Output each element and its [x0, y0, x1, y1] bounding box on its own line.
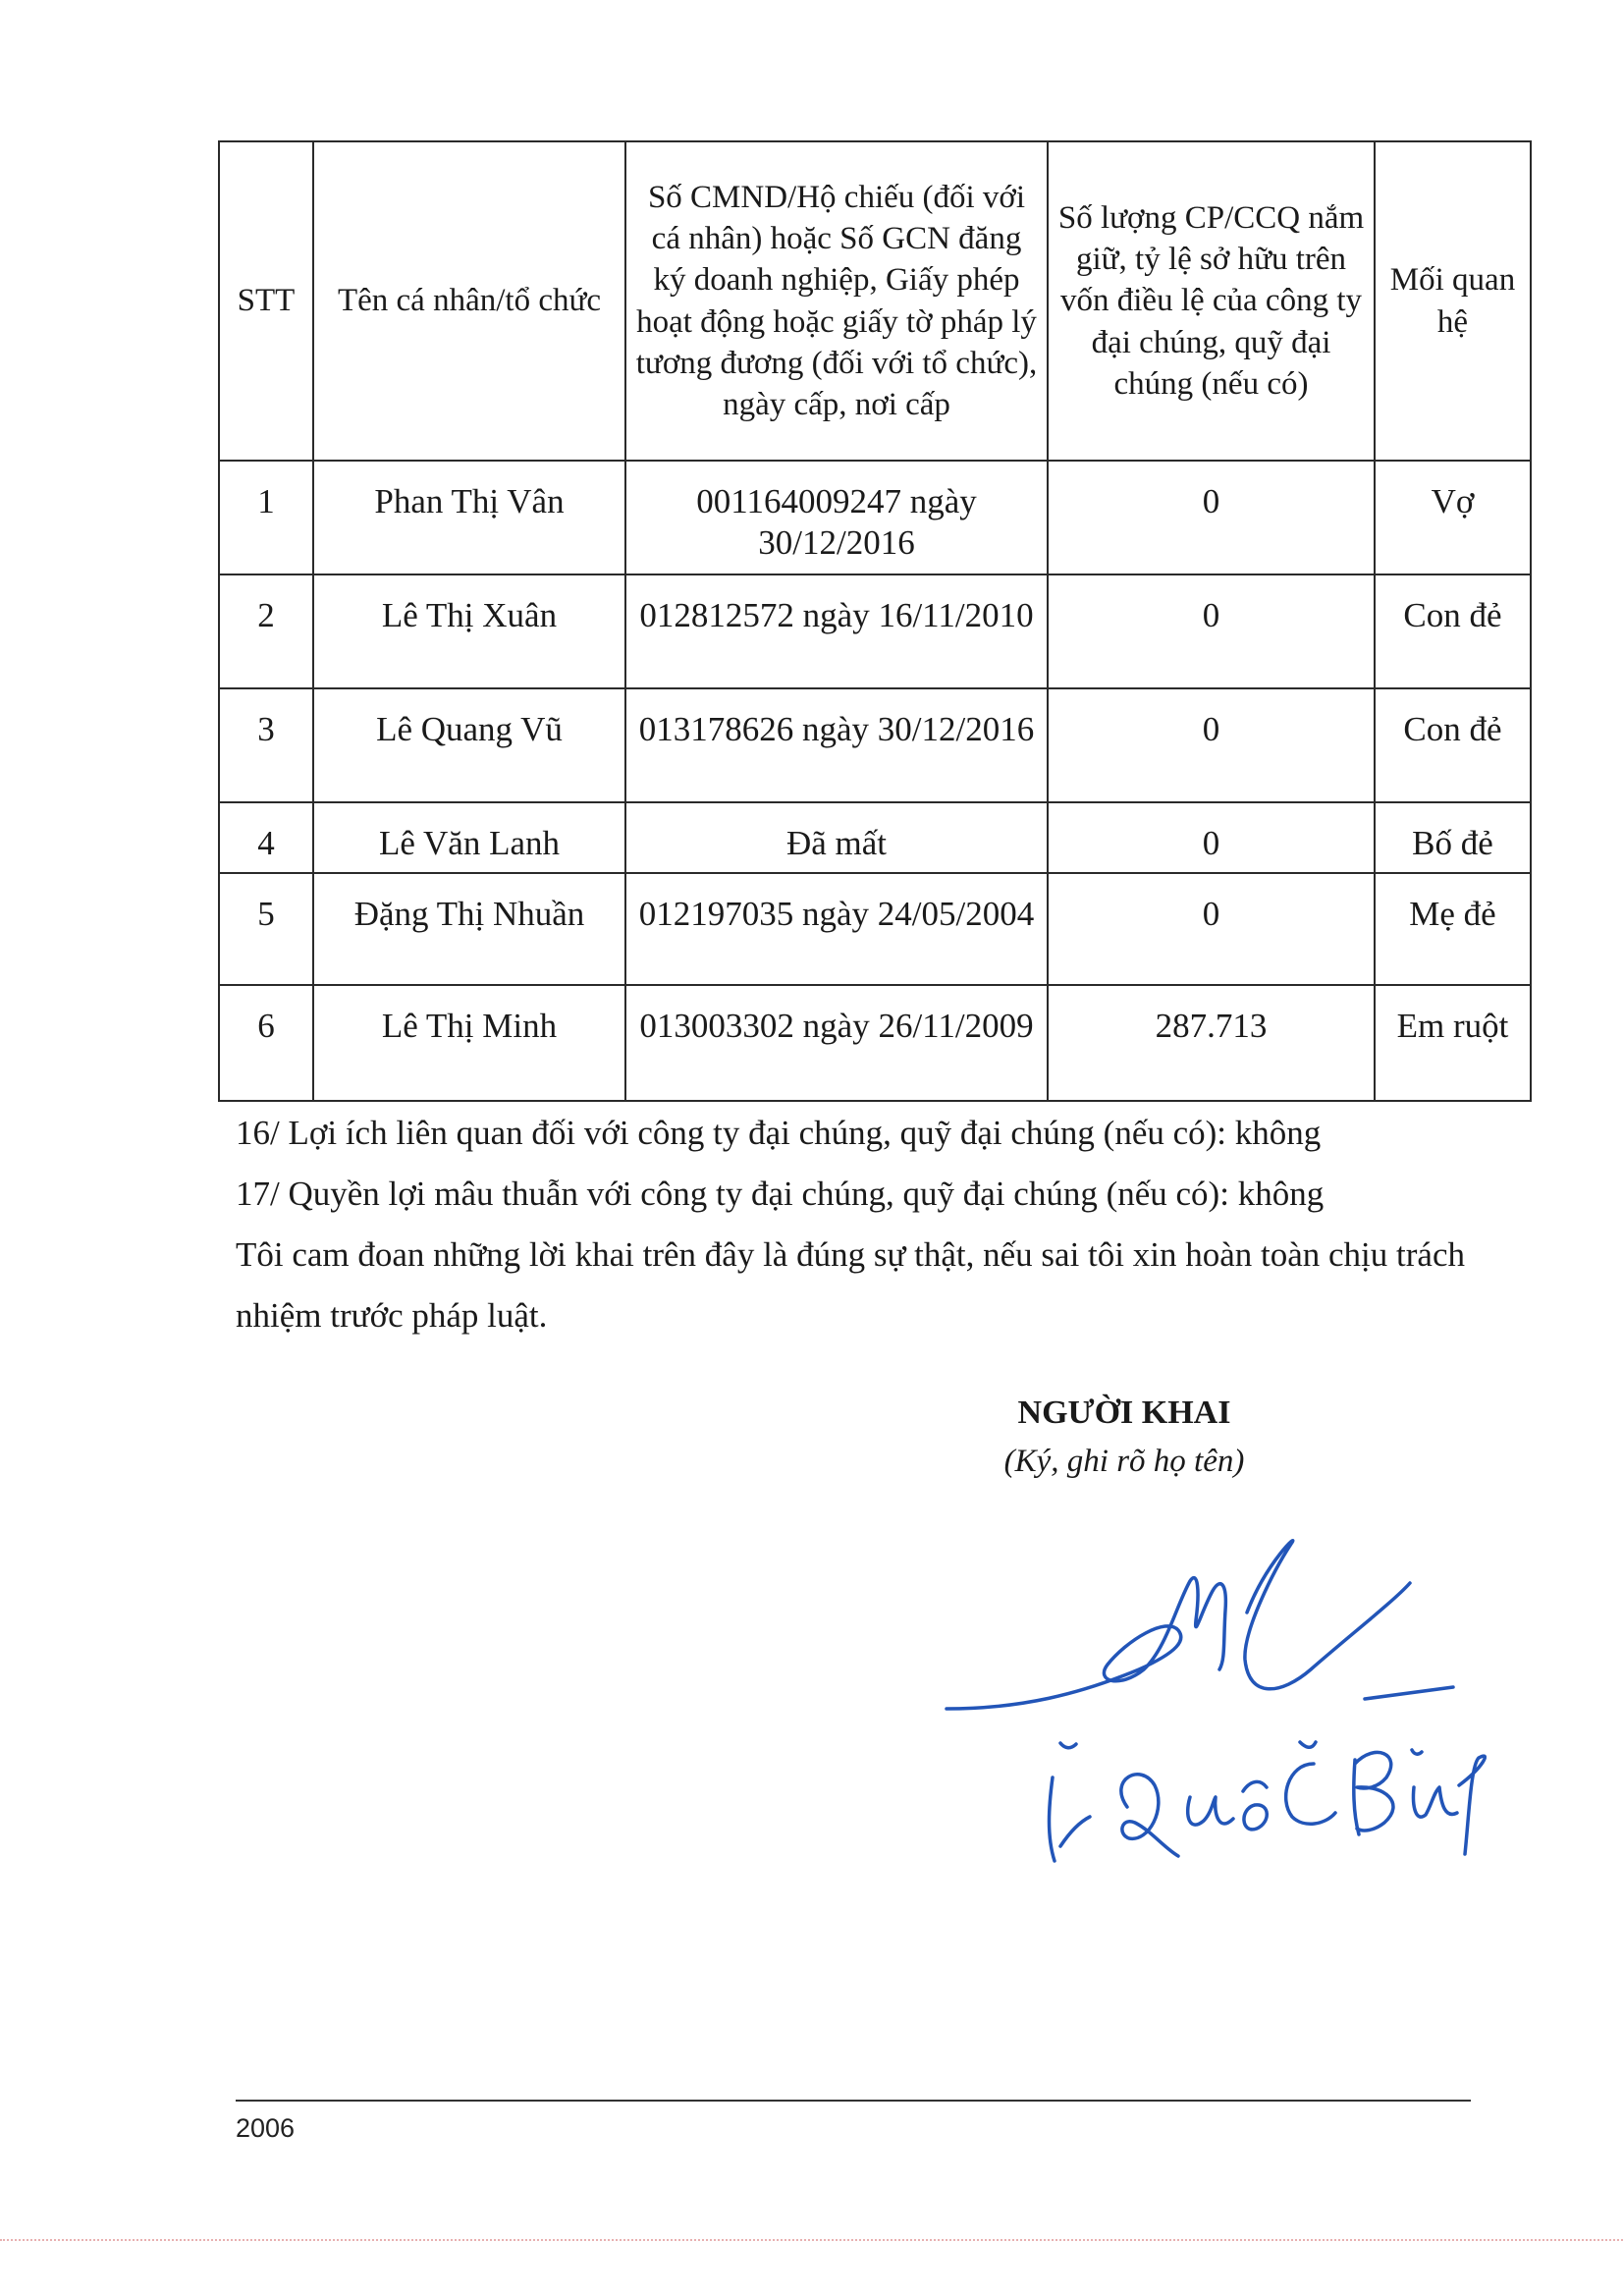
- cell-shares: 0: [1048, 574, 1375, 688]
- cell-name: Lê Thị Xuân: [313, 574, 625, 688]
- item-17-text: 17/ Quyền lợi mâu thuẫn với công ty đại chúng, quỹ đại chúng (nếu có): không: [236, 1175, 1325, 1213]
- cell-name: Lê Văn Lanh: [313, 802, 625, 873]
- cell-shares: 0: [1048, 461, 1375, 574]
- header-shares: Số lượng CP/CCQ nắm giữ, tỷ lệ sở hữu trên vốn điều lệ của công ty đại chúng, quỹ đại chúng (nếu có): [1048, 141, 1375, 461]
- cell-shares: 0: [1048, 873, 1375, 985]
- cell-name: Lê Thị Minh: [313, 985, 625, 1101]
- commitment-text: Tôi cam đoan những lời khai trên đây là đúng sự thật, nếu sai tôi xin hoàn toàn chịu trách nhiệm trước pháp luật.: [236, 1235, 1465, 1335]
- cell-doc: Đã mất: [625, 802, 1048, 873]
- header-relation: Mối quan hệ: [1375, 141, 1531, 461]
- table-row: [219, 688, 1531, 802]
- cell-name: Lê Quang Vũ: [313, 688, 625, 802]
- cell-stt: 3: [219, 688, 313, 802]
- cell-doc: 013178626 ngày 30/12/2016: [625, 688, 1048, 802]
- cell-stt: 6: [219, 985, 313, 1101]
- table-row: [219, 461, 1531, 574]
- header-name: Tên cá nhân/tổ chức: [313, 141, 625, 461]
- cell-stt: 4: [219, 802, 313, 873]
- cell-doc: 001164009247 ngày 30/12/2016: [625, 461, 1048, 574]
- table-row: [219, 802, 1531, 873]
- table-header-row: [219, 141, 1531, 461]
- cell-shares: 0: [1048, 802, 1375, 873]
- page-number: 2006: [236, 2113, 296, 2143]
- footer-divider: [236, 2100, 1471, 2102]
- cell-relation: Con đẻ: [1375, 574, 1531, 688]
- cell-stt: 5: [219, 873, 313, 985]
- cell-shares: 287.713: [1048, 985, 1375, 1101]
- cell-doc: 012197035 ngày 24/05/2004: [625, 873, 1048, 985]
- cell-stt: 1: [219, 461, 313, 574]
- cell-shares: 0: [1048, 688, 1375, 802]
- table-row: [219, 985, 1531, 1101]
- item-16-text: 16/ Lợi ích liên quan đối với công ty đại chúng, quỹ đại chúng (nếu có): không: [236, 1114, 1322, 1152]
- signature-strokes: [947, 1541, 1485, 1861]
- handwritten-signature: [933, 1522, 1512, 1876]
- header-stt: STT: [219, 141, 313, 461]
- declarant-title: NGƯỜI KHAI: [1017, 1394, 1231, 1431]
- cell-stt: 2: [219, 574, 313, 688]
- cell-name: Phan Thị Vân: [313, 461, 625, 574]
- table-row: [219, 574, 1531, 688]
- declarant-note: (Ký, ghi rõ họ tên): [1003, 1444, 1245, 1479]
- header-doc: Số CMND/Hộ chiếu (đối với cá nhân) hoặc Số GCN đăng ký doanh nghiệp, Giấy phép hoạt động hoặc giấy tờ pháp lý tương đương (đối với tổ chức), ngày cấp, nơi cấp: [625, 141, 1048, 461]
- related-persons-table: [218, 140, 1532, 1102]
- cell-relation: Con đẻ: [1375, 688, 1531, 802]
- cell-relation: Bố đẻ: [1375, 802, 1531, 873]
- cell-name: Đặng Thị Nhuần: [313, 873, 625, 985]
- table-row: [219, 873, 1531, 985]
- cell-relation: Em ruột: [1375, 985, 1531, 1101]
- scan-edge-dots: [0, 2239, 1623, 2241]
- cell-doc: 013003302 ngày 26/11/2009: [625, 985, 1048, 1101]
- cell-doc: 012812572 ngày 16/11/2010: [625, 574, 1048, 688]
- cell-relation: Vợ: [1375, 461, 1531, 574]
- cell-relation: Mẹ đẻ: [1375, 873, 1531, 985]
